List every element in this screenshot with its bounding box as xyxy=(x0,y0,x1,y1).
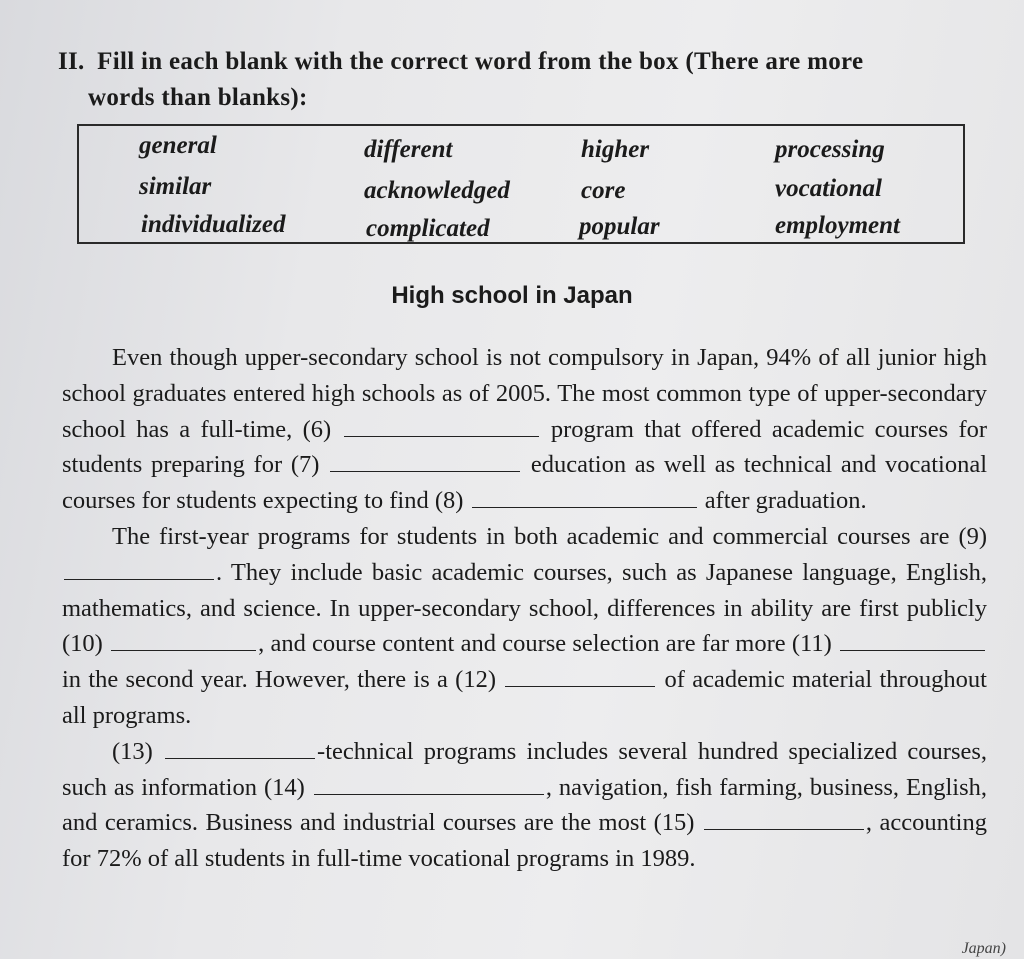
word-option: different xyxy=(364,136,453,163)
blank-number: (11) xyxy=(791,630,832,658)
word-option: similar xyxy=(139,173,212,200)
instruction-line-1: Fill in each blank with the correct word from the box (There are more xyxy=(97,48,864,75)
blank-9[interactable] xyxy=(64,557,214,580)
page-footer-fragment: Japan) xyxy=(961,940,1006,957)
word-option: higher xyxy=(581,136,650,163)
blank-11[interactable] xyxy=(840,628,985,651)
word-box xyxy=(77,124,965,244)
word-option: general xyxy=(139,132,217,159)
blank-number: (7) xyxy=(290,451,320,479)
passage-text: Even though upper-secondary school is not compulsory in Japan, 94% of all junior high school graduates entered high schools as of 2005. The most common type of upper-secondary school has a full-time, xyxy=(62,344,987,443)
passage-text: , accounting for 72% of all students in full-time vocational programs in 1989. xyxy=(62,809,987,873)
blank-6[interactable] xyxy=(344,414,539,437)
word-option: popular xyxy=(579,213,660,240)
passage-text: program that offered academic courses for students preparing for xyxy=(62,415,988,479)
blank-number: (9) xyxy=(958,522,988,550)
word-option: complicated xyxy=(366,215,490,242)
passage-text: . They include basic academic courses, such as Japanese language, English, mathematics, and science. In upper-secondary school, differences in ability are first publicly xyxy=(62,558,987,622)
blank-number: (15) xyxy=(653,809,695,837)
passage-text: education as well as technical and vocational courses for students expecting to find xyxy=(62,451,988,515)
blank-10[interactable] xyxy=(111,628,256,651)
blank-12[interactable] xyxy=(505,664,655,687)
exercise-instruction xyxy=(58,44,993,116)
instruction-line-2: words than blanks): xyxy=(88,84,308,111)
blank-14[interactable] xyxy=(314,772,544,795)
reading-passage xyxy=(62,340,987,877)
blank-13[interactable] xyxy=(165,736,315,759)
paragraph-3 xyxy=(62,734,987,877)
word-option: acknowledged xyxy=(364,177,510,204)
paragraph-1 xyxy=(62,340,987,519)
passage-text: in the second year. However, there is a xyxy=(62,666,448,694)
exercise-number: II. xyxy=(58,48,85,75)
passage-text: , and course content and course selection are far more xyxy=(258,630,786,658)
blank-number: (14) xyxy=(263,773,305,801)
word-option: individualized xyxy=(141,211,286,238)
passage-text: -technical programs includes several hundred specialized courses, such as information xyxy=(62,737,988,801)
blank-number: (12) xyxy=(455,666,496,694)
passage-text: The first-year programs for students in both academic and commercial courses are xyxy=(112,522,950,550)
passage-text: after graduation. xyxy=(704,487,867,515)
passage-text: , navigation, fish farming, business, English, and ceramics. Business and industrial courses are the most xyxy=(62,773,988,837)
word-option: vocational xyxy=(775,175,882,202)
word-option: processing xyxy=(775,136,885,163)
passage-text: of academic material throughout all programs. xyxy=(62,666,987,729)
passage-title: High school in Japan xyxy=(391,282,633,309)
blank-8[interactable] xyxy=(472,485,697,508)
blank-number: (6) xyxy=(302,415,332,443)
blank-15[interactable] xyxy=(704,807,864,830)
blank-number: (13) xyxy=(112,737,153,765)
blank-7[interactable] xyxy=(330,449,520,472)
blank-number: (8) xyxy=(434,487,464,515)
word-option: employment xyxy=(775,212,900,239)
blank-number: (10) xyxy=(62,630,103,658)
paragraph-2 xyxy=(62,519,987,734)
word-option: core xyxy=(581,177,626,204)
